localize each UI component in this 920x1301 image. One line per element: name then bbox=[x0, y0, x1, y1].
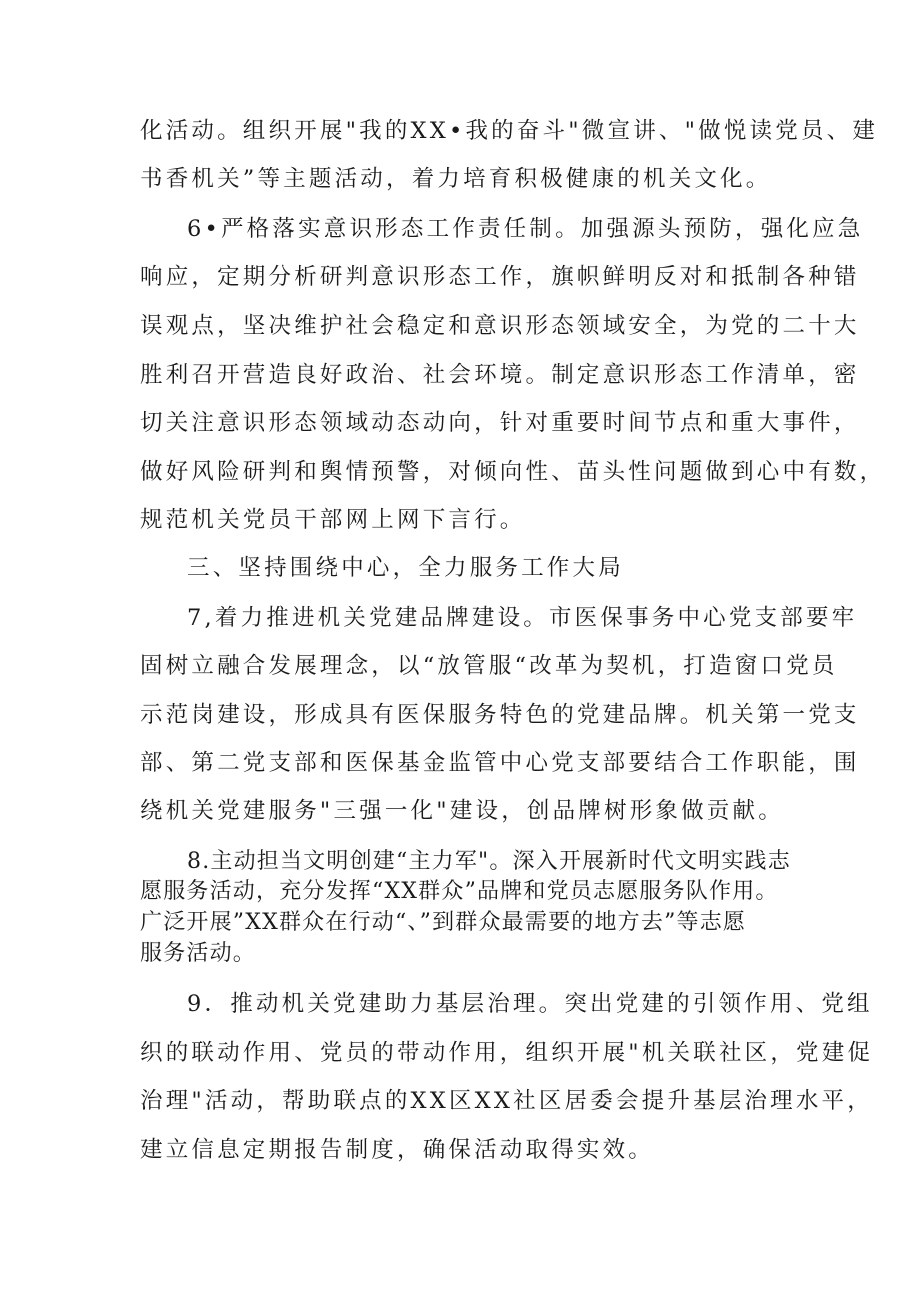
text-line: 6•严格落实意识形态工作责任制。加强源头预防，强化应急 bbox=[187, 216, 864, 242]
text-line: 绕机关党建服务"三强一化"建设，创品牌树形象做贡献。 bbox=[140, 798, 784, 824]
text-line: 响应，定期分析研判意识形态工作，旗帜鲜明反对和抵制各种错 bbox=[140, 264, 860, 290]
text-line: 化活动。组织开展"我的XX•我的奋斗"微宣讲、"做悦读党员、建 bbox=[140, 118, 879, 144]
text-line: 9．推动机关党建助力基层治理。突出党建的引领作用、党组 bbox=[187, 991, 873, 1017]
text-line: 愿服务活动，充分发挥“XX群众”品牌和党员志愿服务队作用。 bbox=[140, 879, 779, 904]
text-line: 广泛开展”XX群众在行动“、”到群众最需要的地方去”等志愿 bbox=[140, 910, 747, 935]
section-heading: 三、坚持围绕中心，全力服务工作大局 bbox=[187, 555, 624, 581]
text-line: 部、第二党支部和医保基金监管中心党支部要结合工作职能，围 bbox=[140, 750, 860, 776]
text-line: 织的联动作用、党员的带动作用，组织开展"机关联社区，党建促 bbox=[140, 1040, 874, 1066]
text-line: 固树立融合发展理念，以“放管服“改革为契机，打造窗口党员 bbox=[140, 653, 838, 679]
text-line: 规范机关党员干部网上网下言行。 bbox=[140, 507, 526, 533]
text-line: 切关注意识形态领域动态动向，针对重要时间节点和重大事件， bbox=[140, 410, 860, 436]
text-line: 治理"活动，帮助联点的XX区XX社区居委会提升基层治理水平， bbox=[140, 1088, 873, 1114]
text-line: 8.主动担当文明创建“主力军"。深入开展新时代文明实践志 bbox=[187, 849, 791, 874]
text-line: 胜利召开营造良好政治、社会环境。制定意识形态工作清单，密 bbox=[140, 362, 860, 388]
text-line: 7,着力推进机关党建品牌建设。市医保事务中心党支部要牢 bbox=[187, 605, 858, 631]
text-line: 示范岗建设，形成具有医保服务特色的党建品牌。机关第一党支 bbox=[140, 702, 860, 728]
text-line: 做好风险研判和舆情预警，对倾向性、苗头性问题做到心中有数， bbox=[140, 459, 886, 485]
text-line: 书香机关”等主题活动，着力培育积极健康的机关文化。 bbox=[140, 166, 772, 192]
text-line: 服务活动。 bbox=[140, 941, 257, 966]
text-line: 建立信息定期报告制度，确保活动取得实效。 bbox=[140, 1137, 655, 1163]
text-line: 误观点，坚决维护社会稳定和意识形态领域安全，为党的二十大 bbox=[140, 313, 860, 339]
